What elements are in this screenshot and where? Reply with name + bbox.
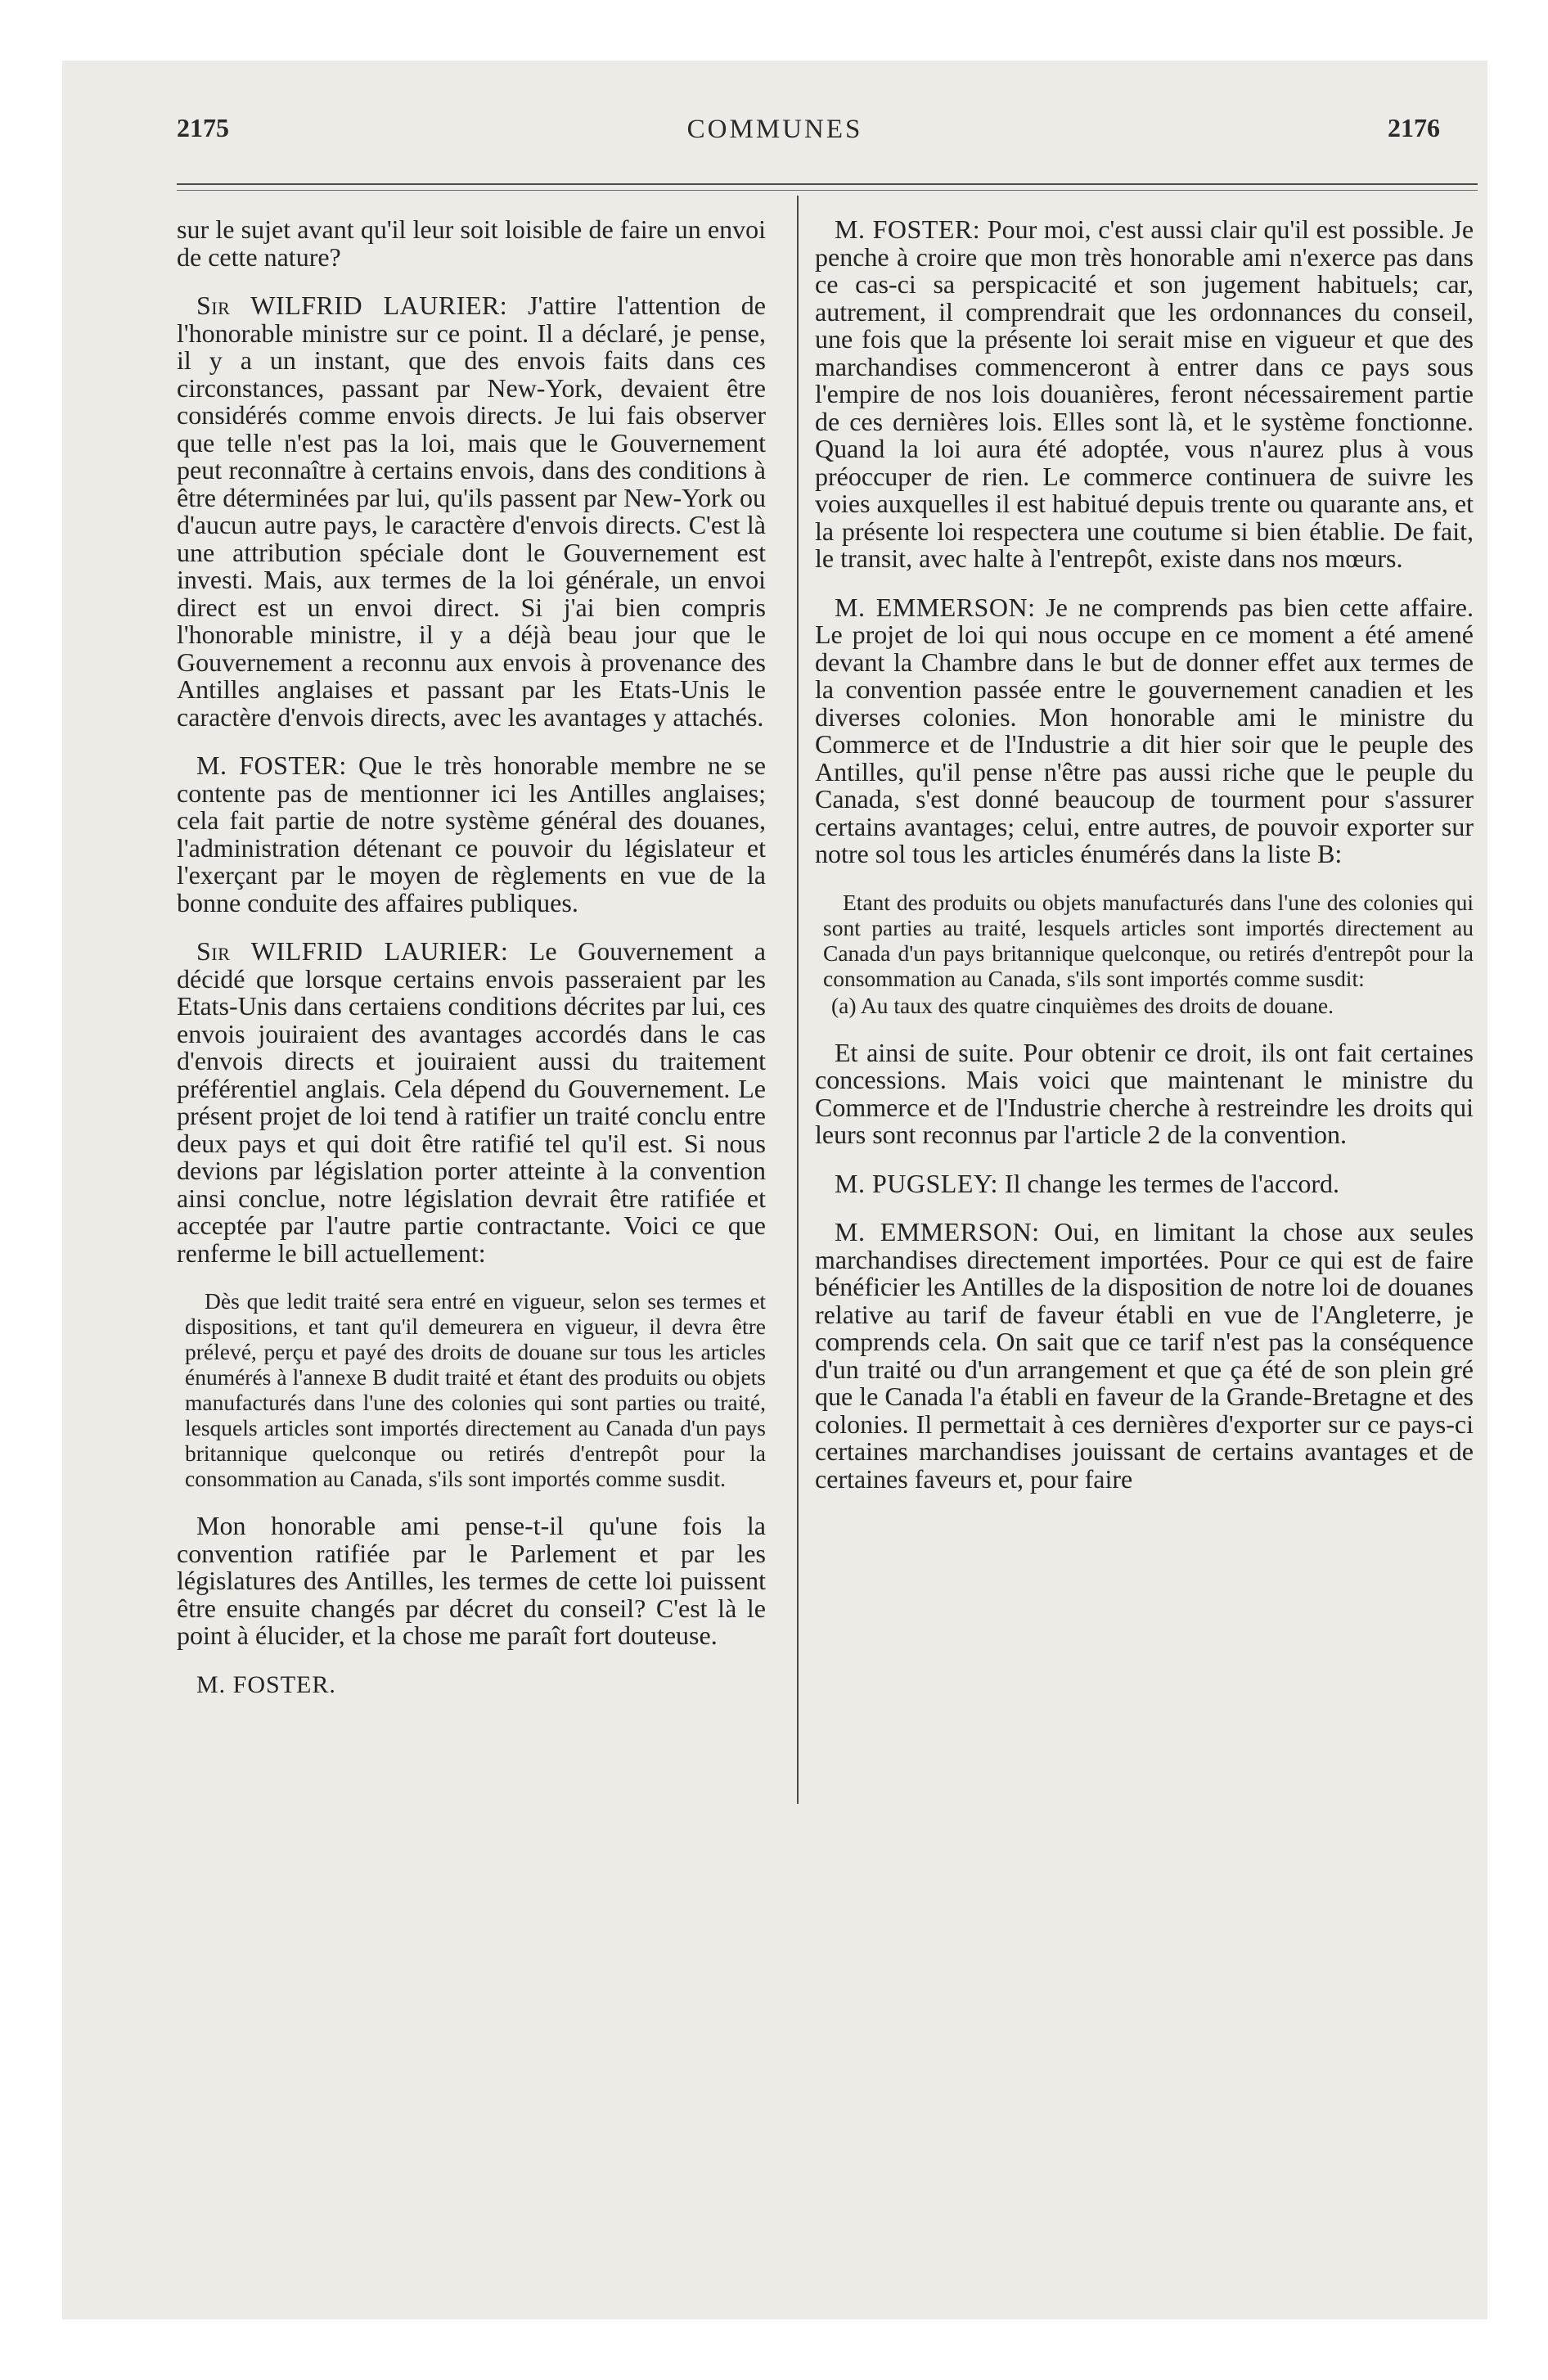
speaker-name: M. EMMERSON:: [835, 592, 1036, 622]
paragraph: [815, 216, 1474, 573]
page-sheet: [62, 61, 1487, 2319]
page-number-left: 2175: [177, 113, 229, 142]
quoted-bill-text: [177, 1288, 766, 1491]
quote-text: Etant des produits ou objets manufacturés dans l'une des colonies qui sont parties au traité, lesquels articles sont importés directement au Canada d'un pays britannique quelconque, ou retirés d'entrepôt pour la consommation au Canada, s'ils sont importés comme susdit:: [823, 889, 1474, 991]
column-divider: [797, 196, 799, 1804]
speaker-name: M. FOSTER:: [835, 214, 981, 244]
left-column: [177, 216, 766, 1720]
speaker-signoff: M. FOSTER.: [196, 1670, 336, 1698]
speech-text: Que le très honorable membre ne se contente pas de mentionner ici les Antilles anglaises; cela fait partie de notre système général des douanes, l'administration détenant ce pouvoir du législateur et l'exerçant par le moyen de règlements en vue de la bonne conduite des affaires publiques.: [177, 751, 766, 917]
quoted-schedule-text: [815, 890, 1474, 1018]
page-number-right: 2176: [1388, 113, 1440, 142]
right-column: [815, 216, 1474, 1514]
quote-subclause: (a) Au taux des quatre cinquièmes des droits de douane.: [831, 992, 1334, 1018]
speaker-name: M. EMMERSON:: [835, 1217, 1040, 1246]
speech-text: Il change les termes de l'accord.: [1004, 1168, 1340, 1198]
header-rule-bottom: [177, 190, 1478, 191]
speaker-name: Sir WILFRID LAURIER:: [196, 291, 508, 320]
paragraph: [815, 1219, 1474, 1493]
paragraph: [815, 1170, 1474, 1198]
speech-text: Oui, en limitant la chose aux seules marchandises directement importées. Pour ce qui est de faire bénéficier les Antilles de la disposition de notre loi de douanes relative au tarif de faveur établi en vue de l'Angleterre, je comprends cela. On sait que ce tarif n'est pas la conséquence d'un traité ou d'un arrangement et que ça été de son plein gré que le Canada l'a établi en faveur de la Grande-Bretagne et des colonies. Il permettait à ces dernières d'exporter sur ce pays-ci certaines marchandises jouissant de certains avantages et de certaines faveurs et, pour faire: [815, 1217, 1474, 1494]
paragraph: Mon honorable ami pense-t-il qu'une fois la convention ratifiée par le Parlement et par les législatures des Antilles, les termes de cette loi puissent être ensuite changés par décret du conseil? C'est là le point à élucider, et la chose me paraît fort douteuse.: [177, 1511, 766, 1650]
paragraph: Et ainsi de suite. Pour obtenir ce droit, ils ont fait certaines concessions. Mais voici que maintenant le ministre du Commerce et de l'Industrie cherche à restreindre les droits qui leurs sont reconnus par l'article 2 de la convention.: [815, 1037, 1474, 1149]
paragraph: [177, 752, 766, 917]
speech-text: J'attire l'attention de l'honorable ministre sur ce point. Il a déclaré, je pense, il y a un instant, que des envois faits dans ces circonstances, passant par New-York, devaient être considérés comme envois directs. Je lui fais observer que telle n'est pas la loi, mais que le Gouvernement peut reconnaître à certains envois, dans des conditions à être déterminées par lui, qu'ils passent par New-York ou d'aucun autre pays, le caractère d'envois directs. C'est là une attribution spéciale dont le Gouvernement est investi. Mais, aux termes de la loi générale, un envoi direct est un envoi direct. Si j'ai bien compris l'honorable ministre, il y a déjà beau jour que le Gouvernement a reconnu aux envois à provenance des Antilles anglaises et passant par les Etats-Unis le caractère d'envois directs, avec les avantages y attachés.: [177, 291, 767, 732]
page-header: [62, 61, 1487, 159]
speaker-name: Sir WILFRID LAURIER:: [196, 936, 509, 966]
header-rule-top: [177, 183, 1478, 185]
paragraph: [815, 594, 1474, 868]
paragraph: sur le sujet avant qu'il leur soit loisible de faire un envoi de cette nature?: [177, 214, 766, 272]
speaker-name: M. PUGSLEY:: [835, 1168, 998, 1198]
speech-text: Le Gouvernement a décidé que lorsque certains envois passeraient par les Etats-Unis dans certaiens conditions décrites par lui, ces envois jouiraient des avantages accordés dans le cas d'envois directs et jouiraient aussi du traitement préférentiel anglais. Cela dépend du Gouvernement. Le présent projet de loi tend à ratifier un traité conclu entre deux pays et qui doit être ratifié tel qu'il est. Si nous devions par législation porter atteinte à la convention ainsi conclue, notre législation devrait être ratifiée et acceptée par l'autre partie contractante. Voici ce que renferme le bill actuellement:: [177, 936, 766, 1268]
paragraph: [177, 938, 766, 1267]
speaker-name: M. FOSTER:: [196, 751, 347, 780]
quote-text: Dès que ledit traité sera entré en vigueur, selon ses termes et dispositions, et tant qu'il demeurera en vigueur, il devra être prélevé, perçu et payé des droits de douane sur tous les articles énumérés à l'annexe B dudit traité et étant des produits ou objets manufacturés dans l'une des colonies qui sont parties ou traité, lesquels articles sont importés directement au Canada d'un pays britannique quelconque ou retirés d'entrepôt pour la consommation au Canada, s'ils sont importés comme susdit.: [185, 1288, 766, 1491]
paragraph: [177, 292, 766, 731]
speech-text: Pour moi, c'est aussi clair qu'il est possible. Je penche à croire que mon très honorable ami n'exerce pas dans ce cas-ci sa perspicacité et son jugement habituels; car, autrement, il comprendrait que les ordonnances du conseil, une fois que la présente loi serait mise en vigueur et que des marchandises commenceront à entrer dans ce pays sous l'empire de nos lois douanières, feront nécessairement partie de ces dernières lois. Elles sont là, et le système fonctionne. Quand la loi aura été adoptée, vous n'aurez plus à vous préoccuper de rien. Le commerce continuera de suivre les voies auxquelles il est habitué depuis trente ou quarante ans, et la présente loi respectera une coutume si bien établie. De fait, le transit, avec halte à l'entrepôt, existe dans nos mœurs.: [815, 214, 1474, 573]
running-title: COMMUNES: [686, 115, 863, 144]
speech-text: Je ne comprends pas bien cette affaire. Le projet de loi qui nous occupe en ce moment a été amené devant la Chambre dans le but de donner effet aux termes de la convention passée entre le gouvernement canadien et les diverses colonies. Mon honorable ami le ministre du Commerce et de l'Industrie a dit hier soir que le peuple des Antilles, qu'il pense n'être pas aussi riche que le peuple du Canada, s'est donné beaucoup de tourment pour s'assurer certains avantages; celui, entre autres, de pouvoir exporter sur notre sol tous les articles énumérés dans la liste B:: [815, 592, 1474, 868]
